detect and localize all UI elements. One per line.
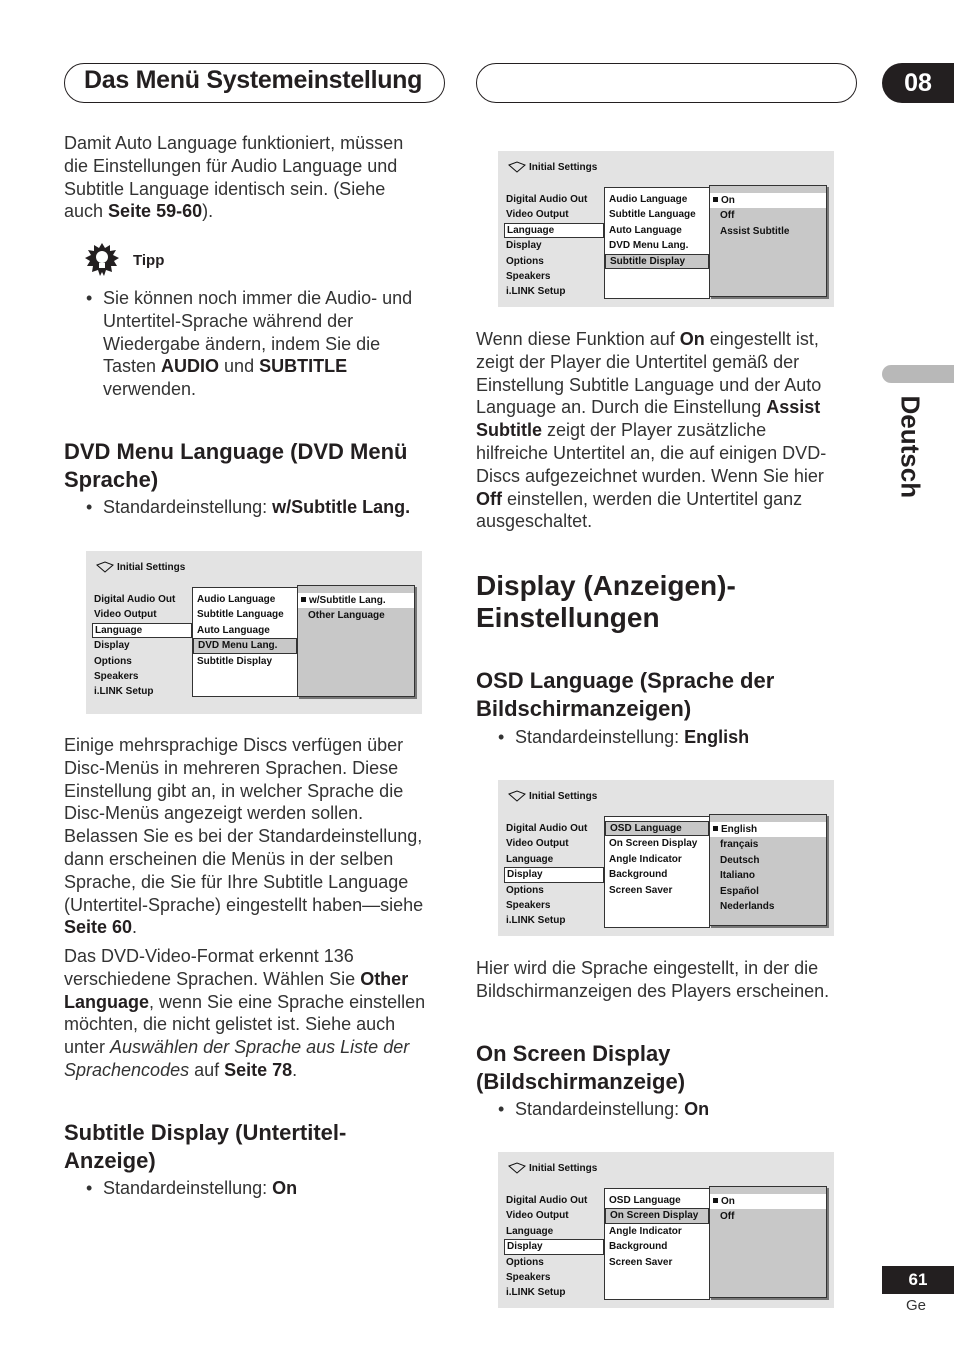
menu-categories: Digital Audio Out Video Output Language Display Options Speakers i.LINK Setup — [504, 1193, 604, 1301]
intro-paragraph: Damit Auto Language funktioniert, müssen die Einstellungen für Audio Language und Subtitle Language identisch sein. (Siehe auch Seite 59-60). — [64, 133, 404, 222]
chapter-badge: 08 — [882, 63, 954, 103]
dvd-menu-language-heading: DVD Menu Language (DVD Menü Sprache) — [64, 439, 408, 492]
menu-screenshot-dvd-menu-lang — [86, 551, 422, 714]
page-number: 61 — [882, 1266, 954, 1294]
subtitle-default-setting: • Standardeinstellung: On — [86, 1178, 298, 1198]
menu-screenshot-osd-language — [498, 780, 834, 936]
selected-marker-icon — [713, 826, 718, 831]
dvd-paragraph-1: Einige mehrsprachige Discs verfügen über Disc-Menüs in mehreren Sprachen. Diese Einstellung gibt an, in welcher Sprache die Disc-Menüs angezeigt werden sollen. Belassen Sie es bei der Standardeinstellung, dann erscheinen die Menüs in der selben Sprache, die Sie für Ihre Subtitle Language (Untertitel-Sprache) eingestellt haben—siehe Seite 60. — [64, 735, 424, 938]
osd-paragraph: Hier wird die Sprache eingestellt, in der die Bildschirmanzeigen des Players erscheinen. — [476, 958, 830, 1001]
disc-icon — [508, 790, 526, 802]
menu-title: Initial Settings — [508, 1162, 597, 1174]
menu-options: Audio Language Subtitle Language Auto Language DVD Menu Lang. Subtitle Display — [604, 187, 710, 299]
menu-values: On Off Assist Subtitle — [709, 185, 827, 297]
page-language-code: Ge — [906, 1297, 927, 1314]
menu-options: OSD Language On Screen Display Angle Indicator Background Screen Saver — [604, 816, 710, 928]
dvd-default-setting: • Standardeinstellung: w/Subtitle Lang. — [86, 497, 411, 517]
selected-marker-icon — [713, 197, 718, 202]
menu-values: w/Subtitle Lang. Other Language — [297, 585, 415, 697]
page-title: Das Menü Systemeinstellung — [84, 66, 423, 94]
selected-marker-icon — [713, 1198, 718, 1203]
tip-label: Tipp — [133, 252, 165, 269]
disc-icon — [508, 1162, 526, 1174]
subtitle-display-heading: Subtitle Display (Untertitel- Anzeige) — [64, 1120, 347, 1173]
disc-icon — [508, 161, 526, 173]
on-screen-display-heading: On Screen Display (Bildschirmanzeige) — [476, 1041, 686, 1094]
menu-values: On Off — [709, 1186, 827, 1298]
osd-default-setting: • Standardeinstellung: English — [498, 727, 750, 747]
menu-options: OSD Language On Screen Display Angle Indicator Background Screen Saver — [604, 1188, 710, 1300]
selected-marker-icon — [301, 597, 306, 602]
language-tab-marker — [882, 365, 954, 383]
menu-screenshot-subtitle-display — [498, 151, 834, 307]
dvd-paragraph-2: Das DVD-Video-Format erkennt 136 verschiedene Sprachen. Wählen Sie Other Language, wenn Sie eine Sprache einstellen möchten, die nicht gelistet ist. Siehe auch unter Auswählen der Sprache aus Liste der Sprachencodes auf Seite 78. — [64, 946, 426, 1080]
menu-values: English français Deutsch Italiano Español Nederlands — [709, 814, 827, 926]
subtitle-paragraph: Wenn diese Funktion auf On eingestellt ist, zeigt der Player die Untertitel gemäß der Einstellung Subtitle Language und der Auto Language an. Durch die Einstellung Assist Subtitle zeigt der Player zusätzliche hilfreiche Untertitel an, die auf einigen DVD- Discs aufgezeichnet wurden. Wenn Sie hier Off einstellen, werden die Untertitel ganz ausgeschaltet. — [476, 329, 827, 532]
menu-screenshot-on-screen-display — [498, 1152, 834, 1308]
header-empty-frame — [476, 63, 857, 103]
disc-icon — [96, 561, 114, 573]
menu-title: Initial Settings — [508, 161, 597, 173]
menu-options: Audio Language Subtitle Language Auto Language DVD Menu Lang. Subtitle Display — [192, 587, 298, 697]
menu-categories: Digital Audio Out Video Output Language Display Options Speakers i.LINK Setup — [504, 821, 604, 929]
tip-lightbulb-icon — [84, 242, 120, 278]
display-settings-heading: Display (Anzeigen)- Einstellungen — [476, 570, 736, 633]
menu-categories: Digital Audio Out Video Output Language Display Options Speakers i.LINK Setup — [504, 192, 604, 300]
tip-bullet: • Sie können noch immer die Audio- und Untertitel-Sprache während der Wiedergabe ändern, indem Sie die Tasten AUDIO und SUBTITLE verwenden. — [86, 288, 413, 400]
osd-language-heading: OSD Language (Sprache der Bildschirmanzeigen) — [476, 668, 775, 721]
menu-title: Initial Settings — [96, 561, 185, 573]
menu-categories: Digital Audio Out Video Output Language Display Options Speakers i.LINK Setup — [92, 592, 192, 700]
side-language-label: Deutsch — [895, 395, 926, 499]
onscreen-default-setting: • Standardeinstellung: On — [498, 1099, 710, 1119]
menu-title: Initial Settings — [508, 790, 597, 802]
